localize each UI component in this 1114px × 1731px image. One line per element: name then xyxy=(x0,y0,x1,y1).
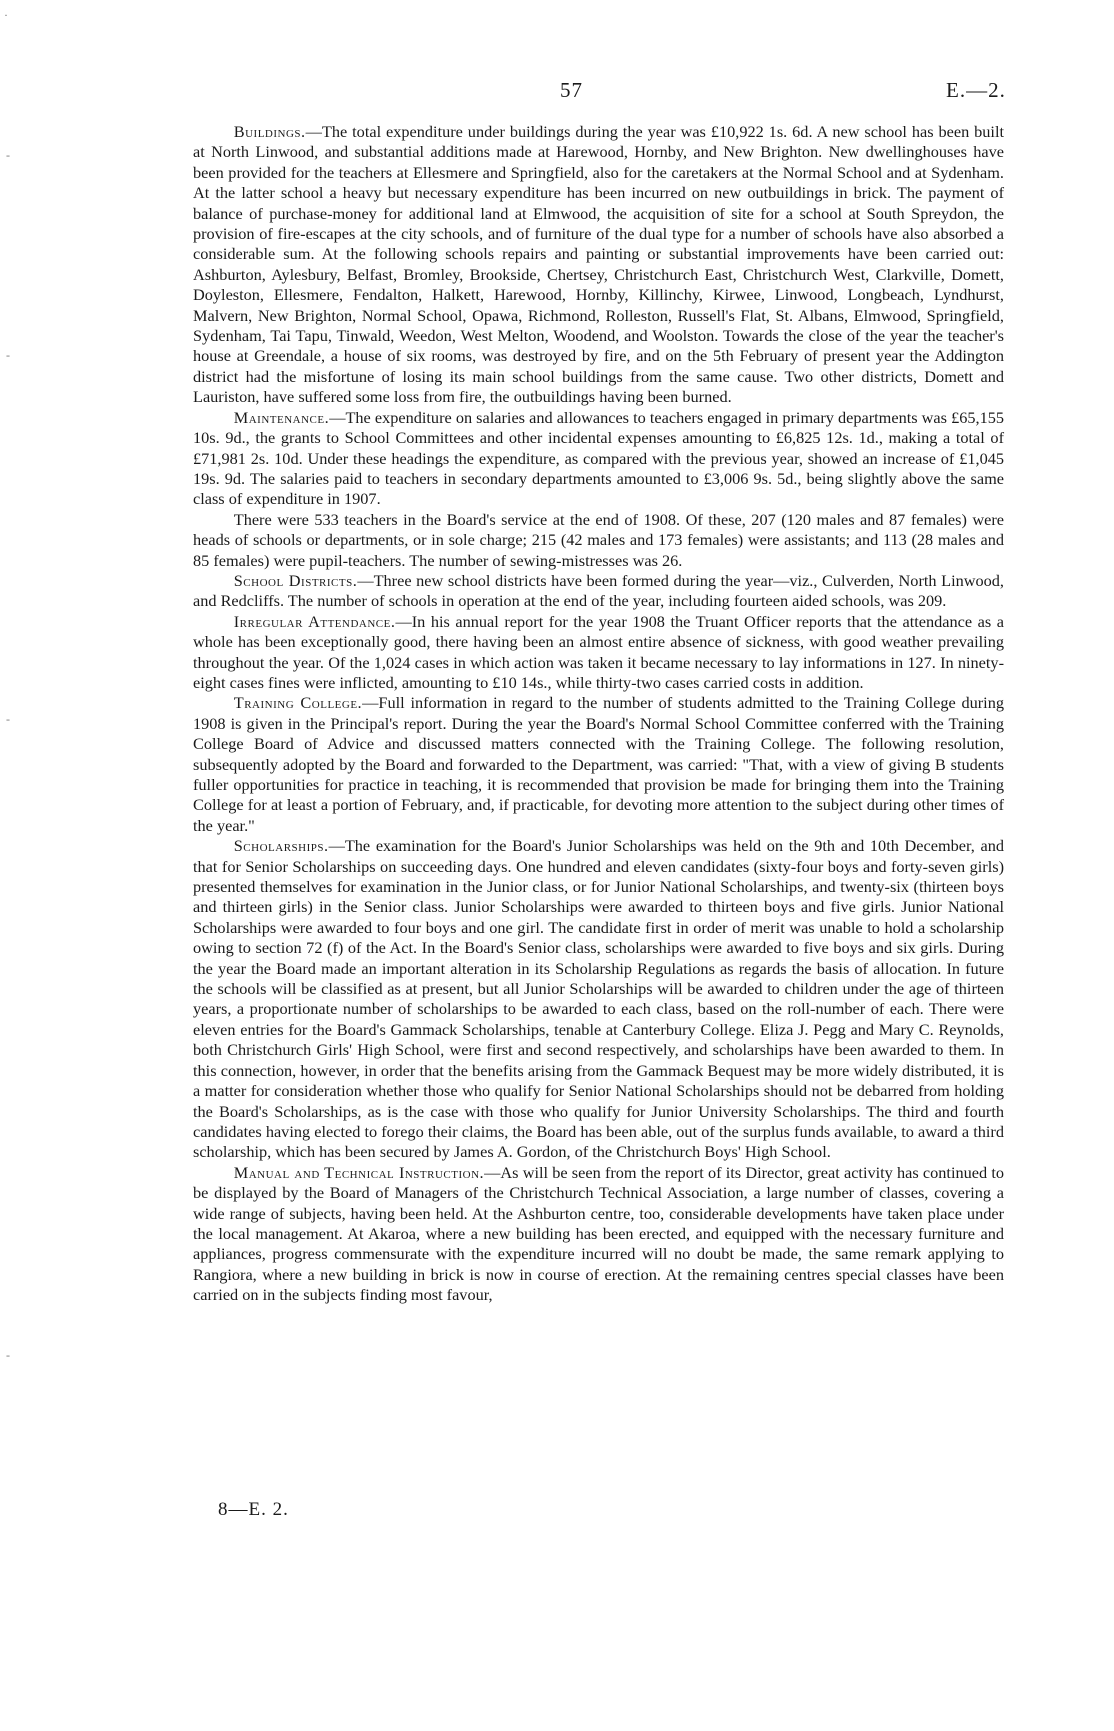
section-text: There were 533 teachers in the Board's service at the end of 1908. Of these, 207 (120 males and 87 females) were heads of schools or departments, or in sole charge; 215 (42 males and 173 females) were assistants; and 113 (28 males and 85 females) were pupil-teachers. The number of sewing-mistresses was 26. xyxy=(193,509,1004,570)
section-manual-technical xyxy=(193,1163,1004,1306)
section-irregular-attendance xyxy=(193,612,1004,694)
margin-speck: - xyxy=(6,712,10,726)
section-text: —The total expenditure under buildings during the year was £10,922 1s. 6d. A new school has been built at North Linwood, and substantial additions made at Harewood, Hornby, and New Brighton. New dwellinghouses have been provided for the teachers at Ellesmere and Springfield, also for the caretakers at the Normal School and at Sydenham. At the latter school a heavy but necessary expenditure has been incurred on new outbuildings in brick. The payment of balance of purchase-money for additional land at Elmwood, the acquisition of site for a school at South Spreydon, the provision of fire-escapes at the city schools, and of furniture of the dual type for a number of schools have also absorbed a considerable sum. At the following schools repairs and painting or substantial improvements have been carried out: Ashburton, Aylesbury, Belfast, Bromley, Brookside, Chertsey, Christchurch East, Christchurch West, Clarkville, Domett, Doyleston, Ellesmere, Fendalton, Halkett, Harewood, Hornby, Killinchy, Kirwee, Linwood, Longbeach, Lyndhurst, Malvern, New Brighton, Normal School, Opawa, Richmond, Rolleston, Russell's Flat, St. Albans, Elmwood, Springfield, Sydenham, Tai Tapu, Tinwald, Weedon, West Melton, Woodend, and Woolston. Towards the close of the year the teacher's house at Greendale, a house of six rooms, was destroyed by fire, and on the 5th February of present year the Addington district had the misfortune of losing its main school buildings from the same cause. Two other districts, Domett and Lauriston, have suffered some loss from fire, the outbuildings having been burned. xyxy=(193,122,1004,407)
section-training-college xyxy=(193,693,1004,836)
section-buildings xyxy=(193,122,1004,408)
section-heading: Manual and Technical Instruction. xyxy=(233,1162,485,1182)
margin-speck: - xyxy=(6,1348,10,1362)
section-teachers-count xyxy=(193,510,1004,571)
section-maintenance xyxy=(193,408,1004,510)
section-heading: School Districts. xyxy=(233,570,358,590)
section-text: —The expenditure on salaries and allowances to teachers engaged in primary departments was £65,155 10s. 9d., the grants to School Committees and other incidental expenses amounting to £6,825 12s. 1d., making a total of £71,981 2s. 10d. Under these headings the expenditure, as compared with the previous year, showed an increase of £1,045 19s. 9d. The salaries paid to teachers in secondary departments amounted to £3,006 9s. 5d., being slightly above the same class of expenditure in 1907. xyxy=(193,407,1004,509)
section-text: —As will be seen from the report of its Director, great activity has continued to be displayed by the Board of Managers of the Christchurch Technical Association, a large number of classes, covering a wide range of subjects, having been held. At the Ashburton centre, too, considerable developments have taken place under the local management. At Akaroa, where a new building has been erected, and equipped with the necessary furniture and appliances, progress commensurate with the expenditure incurred will no doubt be made, the same remark applying to Rangiora, where a new building in brick is now in course of erection. At the remaining centres special classes have been carried on in the subjects finding most favour, xyxy=(193,1162,1004,1305)
signature-mark: 8—E. 2. xyxy=(218,1499,289,1520)
section-text: —The examination for the Board's Junior Scholarships was held on the 9th and 10th December, and that for Senior Scholarships on succeeding days. One hundred and eleven candidates (sixty-four boys and forty-seven girls) presented themselves for examination in the Junior class, or for Junior National Scholarships, and twenty-six (thirteen boys and thirteen girls) in the Senior class. Junior Scholarships were awarded to thirteen boys and five girls. Junior National Scholarships were awarded to four boys and one girl. The candidate first in order of merit was unable to hold a scholarship owing to section 72 (f) of the Act. In the Board's Senior class, scholarships were awarded to five boys and six girls. During the year the Board made an important alteration in its Scholarship Regulations as regards the basis of allocation. In future the schools will be classified as at present, but all Junior Scholarships will be awarded to children under the age of thirteen years, a proportionate number of scholarships to be awarded to each class, based on the roll-number of each. There were eleven entries for the Board's Gammack Scholarships, tenable at Canterbury College. Eliza J. Pegg and Mary C. Reynolds, both Christchurch Girls' High School, were first and second respectively, and scholarships have been awarded to them. In this connection, however, in order that the benefits arising from the Gammack Bequest may be more widely distributed, it is a matter for consideration whether those who qualify for Senior National Scholarships should not be debarred from holding the Board's Scholarships, as is the case with those who qualify for Junior University Scholarships. The third and fourth candidates having elected to forego their claims, the Board has been able, out of the surplus funds available, to award a third scholarship, which has been secured by James A. Gordon, of the Christchurch Boys' High School. xyxy=(193,836,1004,1162)
section-school-districts xyxy=(193,571,1004,612)
section-heading: Irregular Attendance. xyxy=(233,611,396,631)
section-scholarships xyxy=(193,836,1004,1163)
margin-speck: - xyxy=(6,148,10,162)
document-reference: E.—2. xyxy=(946,78,1006,102)
section-text: —In his annual report for the year 1908 the Truant Officer reports that the attendance as a whole has been exceptionally good, there having been an almost entire absence of sickness, with good weather prevailing throughout the year. Of the 1,024 cases in which action was taken it became necessary to lay informations in 127. In ninety-eight cases fines were inflicted, amounting to £10 14s., while thirty-two cases carried costs in addition. xyxy=(193,611,1004,692)
section-heading: Scholarships. xyxy=(233,836,329,856)
section-heading: Buildings. xyxy=(233,122,306,141)
section-heading: Training College. xyxy=(233,693,363,713)
section-text: —Three new school districts have been formed during the year—viz., Culverden, North Linwood, and Redcliffs. The number of schools in operation at the end of the year, including fourteen aided schools, was 209. xyxy=(193,570,1005,611)
section-heading: Maintenance. xyxy=(233,407,330,427)
page-number: 57 xyxy=(560,78,583,102)
page-header xyxy=(0,78,1114,108)
report-body xyxy=(193,122,1004,1306)
margin-speck: · xyxy=(4,8,8,22)
margin-speck: - xyxy=(6,348,10,362)
section-text: —Full information in regard to the number of students admitted to the Training College during 1908 is given in the Principal's report. During the year the Board's Normal School Committee conferred with the Training College Board of Advice and discussed matters connected with the Training College. The following resolution, subsequently adopted by the Board and forwarded to the Department, was carried: "That, with a view of giving B students fuller opportunities for practice in teaching, it is recommended that provision be made for bringing them into the Training College for at least a portion of February, and, if practicable, for devoting more attention to the subject during other times of the year." xyxy=(193,693,1004,835)
